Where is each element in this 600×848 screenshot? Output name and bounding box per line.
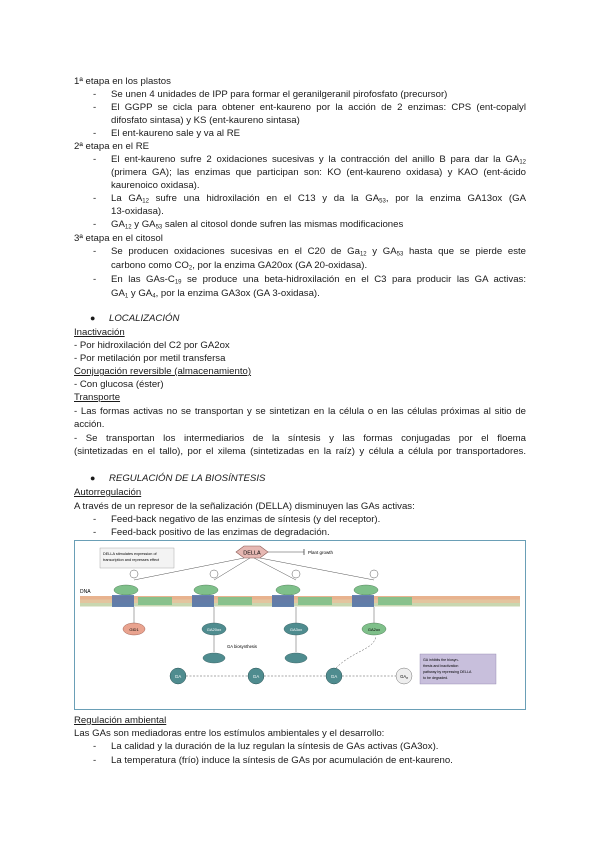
- ambiental-item-2: La temperatura (frío) induce la síntesis de GAs por acumulación de ent-kaureno.: [111, 755, 453, 766]
- transporte-line-4: (sintetizadas en el tallo), por el xilema (sintetizadas en la raíz) y célula a célula por transportadores.: [74, 446, 526, 457]
- bullet-dot: ●: [90, 473, 96, 483]
- svg-text:thesis and inactivation: thesis and inactivation: [423, 664, 459, 668]
- etapa1-heading: 1ª etapa en los plastos: [74, 76, 171, 87]
- inactivacion-line-1: - Por hidroxilación del C2 por GA2ox: [74, 340, 230, 351]
- autorregulacion-item-2: Feed-back positivo de las enzimas de degradación.: [111, 527, 330, 538]
- dna-label: DNA: [80, 589, 91, 595]
- ambiental-title: Regulación ambiental: [74, 715, 167, 726]
- svg-text:DELLA stimulates expression of: DELLA stimulates expression of: [103, 552, 157, 556]
- autorregulacion-intro: A través de un represor de la señalización (DELLA) disminuyen las GAs activas:: [74, 501, 415, 512]
- bullet-dash: -: [93, 154, 97, 165]
- svg-text:GA20ox: GA20ox: [206, 627, 222, 632]
- etapa2-item-1-line-1: El ent-kaureno sufre 2 oxidaciones sucesivas y la contracción del anillo B para dar la $GA_{12}$: [111, 154, 526, 166]
- ambiental-item-1: La calidad y la duración de la luz regulan la síntesis de GAs activas (GA3ox).: [111, 741, 439, 752]
- section-title-regulacion: REGULACIÓN DE LA BIOSÍNTESIS: [109, 473, 266, 484]
- gibberellin-regulation-figure: [74, 540, 526, 710]
- etapa3-item-1-line-2: carbono como $CO_2$, por la enzima GA20ox (GA 20-oxidasa).: [111, 260, 368, 272]
- etapa2-item-3: $GA_{12}$ y $GA_{53}$ salen al citosol donde sufren las mismas modificaciones: [111, 219, 404, 231]
- bullet-dash: -: [93, 246, 97, 257]
- section-title-localizacion: LOCALIZACIÓN: [109, 313, 180, 324]
- conjugacion-line-1: - Con glucosa (éster): [74, 379, 164, 390]
- etapa2-item-1-line-2: (primera GA); las enzimas que participan son: KO (ent-kaureno oxidasa) y KAO (ent-ácido: [111, 167, 526, 178]
- bullet-dash: -: [93, 514, 97, 525]
- etapa1-item-1: Se unen 4 unidades de IPP para formar el geranilgeranil pirofosfato (precursor): [111, 89, 448, 100]
- della-label: DELLA: [243, 550, 261, 557]
- etapa3-item-1-line-1: Se producen oxidaciones sucesivas en el C20 de $Ga_{12}$ y $GA_{53}$ hasta que se pierde este: [111, 246, 526, 258]
- bullet-dash: -: [93, 274, 97, 285]
- svg-text:GA2ox: GA2ox: [367, 627, 381, 632]
- autorregulacion-title: Autorregulación: [74, 487, 142, 498]
- etapa2-heading: 2ª etapa en el RE: [74, 141, 150, 152]
- bullet-dash: -: [93, 102, 97, 113]
- svg-text:GID1: GID1: [129, 627, 139, 632]
- etapa2-item-1-line-3: kaurenoico oxidasa).: [111, 180, 200, 191]
- svg-text:GA3ox: GA3ox: [289, 627, 303, 632]
- etapa3-heading: 3ª etapa en el citosol: [74, 233, 163, 244]
- etapa3-item-2-line-1: En las GAs-$C_{19}$ se produce una beta-hidroxilación en el C3 para producir las GA activas:: [111, 274, 526, 286]
- autorregulacion-item-1: Feed-back negativo de las enzimas de síntesis (y del receptor).: [111, 514, 381, 525]
- plant-growth-label: Plant growth: [308, 550, 334, 555]
- svg-text:GA8: $GA_8$: [400, 674, 408, 680]
- bullet-dash: -: [93, 755, 97, 766]
- bullet-dash: -: [93, 741, 97, 752]
- bullet-dash: -: [93, 527, 97, 538]
- transporte-line-2: acción.: [74, 419, 105, 430]
- transporte-line-3: - Se transportan los intermediarios de la síntesis y las formas conjugadas por el floema: [74, 433, 526, 444]
- svg-text:GA inhibits the biosyn-: GA inhibits the biosyn-: [423, 658, 459, 662]
- etapa1-item-2: El GGPP se cicla para obtener ent-kaureno por la acción de 2 enzimas: CPS (ent-copalyl: [111, 102, 526, 113]
- inactivacion-line-2: - Por metilación por metil transfersa: [74, 353, 226, 364]
- etapa3-item-2-line-2: $GA_1$ y $GA_4$, por la enzima GA3ox (GA 3-oxidasa).: [111, 288, 320, 300]
- bullet-dash: -: [93, 219, 97, 230]
- svg-text:to be degraded.: to be degraded.: [423, 676, 449, 680]
- svg-text:GA: GA: [252, 674, 260, 679]
- bullet-dot: ●: [90, 313, 96, 323]
- bullet-dash: -: [93, 128, 97, 139]
- conjugacion-title: Conjugación reversible (almacenamiento): [74, 366, 252, 377]
- bullet-dash: -: [93, 89, 97, 100]
- etapa1-item-3: El ent-kaureno sale y va al RE: [111, 128, 241, 139]
- svg-text:transcription and represses ef: transcription and represses effect: [103, 558, 160, 562]
- etapa2-item-2-line-1: La $GA_{12}$ sufre una hidroxilación en el C13 y da la $GA_{53}$, por la enzima GA13ox (GA: [111, 193, 526, 205]
- transporte-title: Transporte: [74, 392, 121, 403]
- svg-text:GA: GA: [330, 674, 338, 679]
- bullet-dash: -: [93, 193, 97, 204]
- svg-text:pathway by repressing DELLA: pathway by repressing DELLA: [423, 670, 472, 674]
- transporte-line-1: - Las formas activas no se transportan y se sintetizan en la célula o en las células próximas al sitio de: [74, 406, 526, 417]
- etapa1-item-2-cont: difosfato sintasa) y KS (ent-kaureno sintasa): [111, 115, 300, 126]
- inactivacion-title: Inactivación: [74, 327, 125, 338]
- ga-biosynthesis-label: GA biosynthesis: [226, 644, 258, 649]
- svg-text:GA: GA: [174, 674, 182, 679]
- ambiental-intro: Las GAs son mediadoras entre los estímulos ambientales y el desarrollo:: [74, 728, 385, 739]
- etapa2-item-2-line-2: 13-oxidasa).: [111, 206, 164, 217]
